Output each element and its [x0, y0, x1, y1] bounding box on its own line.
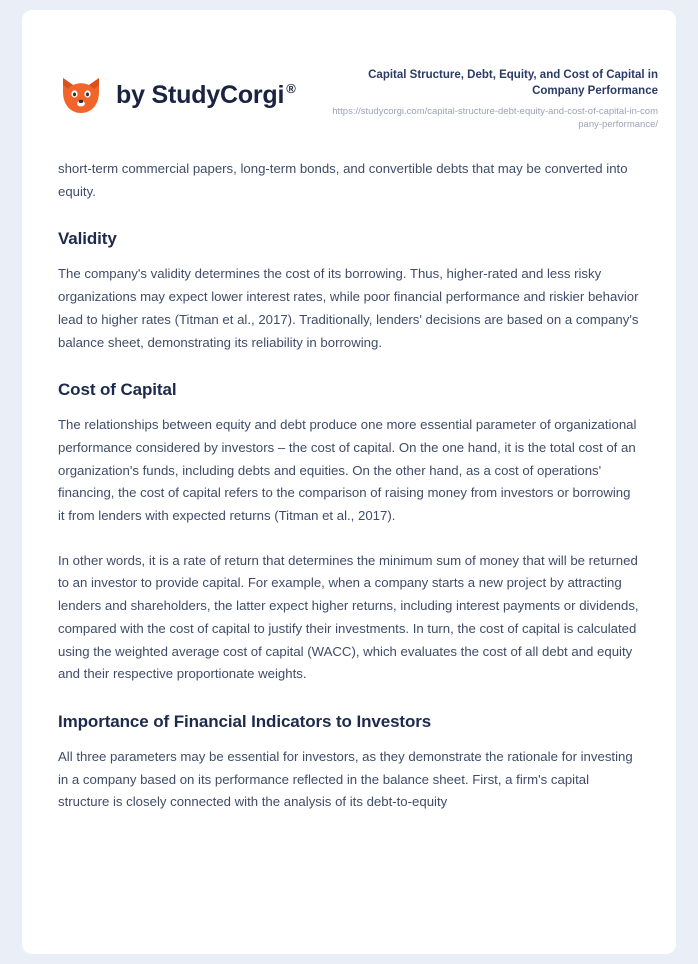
header-meta — [328, 68, 658, 132]
document-page — [22, 10, 676, 954]
source-url[interactable]: https://studycorgi.com/capital-structure-debt-equity-and-cost-of-capital-in-company-performance/ — [332, 106, 658, 131]
brand-name — [116, 81, 296, 110]
brand[interactable] — [58, 72, 296, 118]
document-body — [22, 158, 676, 814]
registered-mark: ® — [286, 81, 296, 97]
paragraph-cost-of-capital-1: The relationships between equity and debt produce one more essential parameter of organizational performance considered by investors – the cost of capital. On the one hand, it is the total cost of an organization's funds, including debts and equities. On the other hand, as a cost of operations' financing, the cost of capital refers to the comparison of raising money from investors or borrowing it from lenders with expected returns (Titman et al., 2017). — [58, 417, 637, 524]
document-header — [22, 10, 676, 158]
section-heading-validity: Validity — [58, 229, 117, 249]
paragraph-importance-1: All three parameters may be essential for investors, as they demonstrate the rationale for investing in a company based on its performance reflected in the balance sheet. First, a firm's capital structure is closely connected with the analysis of its debt-to-equity — [58, 748, 633, 810]
paragraph-intro-continued: short-term commercial papers, long-term bonds, and convertible debts that may be converted into equity. — [58, 161, 628, 199]
brand-name-text: by StudyCorgi — [116, 80, 285, 109]
paragraph-validity-1: The company's validity determines the cost of its borrowing. Thus, higher-rated and less risky organizations may expect lower interest rates, while poor financial performance and riskier behavior lead to higher rates (Titman et al., 2017). Traditionally, lenders' decisions are based on a company's balance sheet, demonstrating its reliability in borrowing. — [58, 266, 639, 350]
section-heading-importance-of-financial-indicators: Importance of Financial Indicators to Investors — [58, 711, 432, 731]
paragraph-cost-of-capital-2: In other words, it is a rate of return that determines the minimum sum of money that will be returned to an investor to provide capital. For example, when a company starts a new project by attracting lenders and shareholders, the latter expect higher returns, including interest payments or dividends, compared with the cost of capital to justify their investments. In turn, the cost of capital is calculated using the weighted average cost of capital (WACC), which evaluates the cost of all debt and equity and their respective proportionate weights. — [58, 552, 639, 682]
fox-logo-icon — [58, 72, 104, 118]
section-heading-cost-of-capital: Cost of Capital — [58, 380, 177, 400]
page-title: Capital Structure, Debt, Equity, and Cost of Capital in Company Performance — [368, 69, 658, 97]
